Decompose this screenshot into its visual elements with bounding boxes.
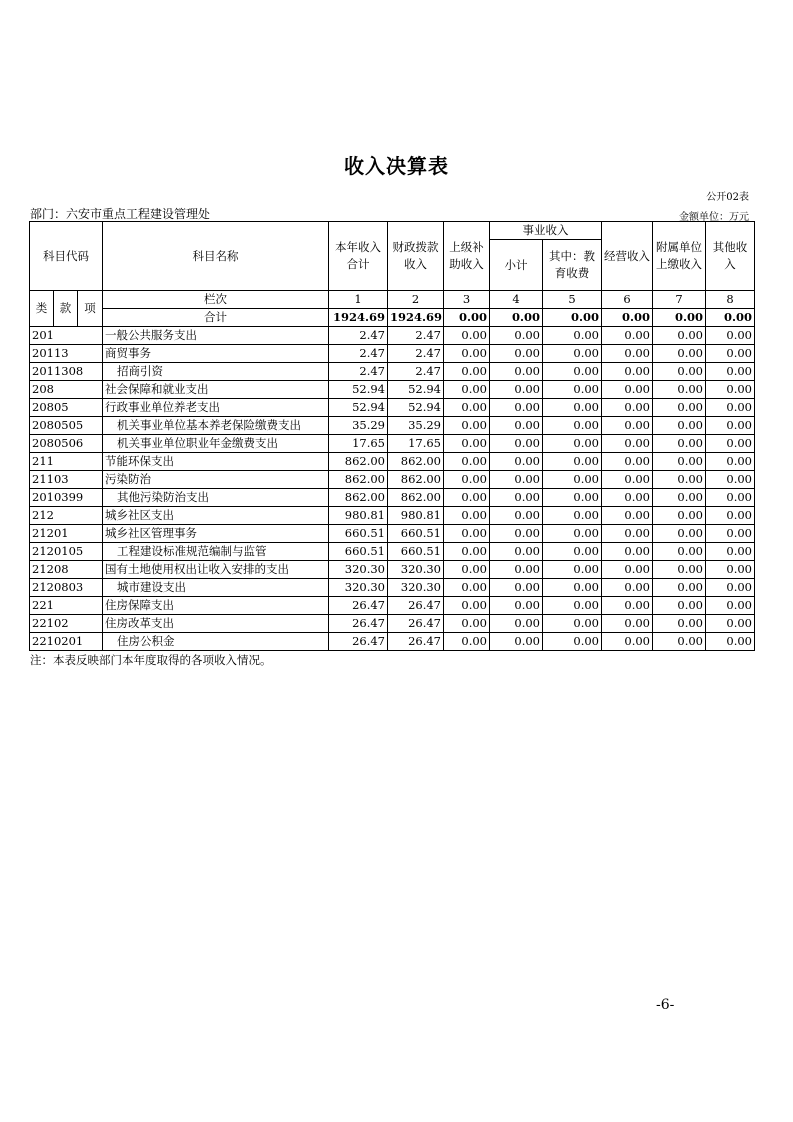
row-value: 862.00 xyxy=(388,453,444,471)
row-value: 0.00 xyxy=(706,399,755,417)
row-value: 0.00 xyxy=(602,435,653,453)
row-value: 2.47 xyxy=(388,363,444,381)
row-value: 0.00 xyxy=(706,363,755,381)
row-value: 26.47 xyxy=(388,615,444,633)
header-other: 其他收入 xyxy=(706,222,755,291)
row-name: 行政事业单位养老支出 xyxy=(103,399,329,417)
row-name: 城乡社区管理事务 xyxy=(103,525,329,543)
table-row xyxy=(30,561,755,579)
total-value: 1924.69 xyxy=(329,309,388,327)
row-value: 0.00 xyxy=(543,543,602,561)
total-value: 0.00 xyxy=(706,309,755,327)
row-value: 0.00 xyxy=(653,525,706,543)
table-row xyxy=(30,345,755,363)
table-row xyxy=(30,417,755,435)
department-label: 部门：六安市重点工程建设管理处 xyxy=(30,207,211,221)
row-value: 0.00 xyxy=(653,615,706,633)
row-value: 320.30 xyxy=(388,579,444,597)
header-affiliate: 附属单位上缴收入 xyxy=(653,222,706,291)
row-code: 20113 xyxy=(30,345,103,363)
row-code: 2080506 xyxy=(30,435,103,453)
row-value: 0.00 xyxy=(602,381,653,399)
footnote: 注：本表反映部门本年度取得的各项收入情况。 xyxy=(30,653,272,667)
row-value: 0.00 xyxy=(653,399,706,417)
header-operating: 经营收入 xyxy=(602,222,653,291)
row-value: 862.00 xyxy=(329,489,388,507)
row-name: 社会保障和就业支出 xyxy=(103,381,329,399)
row-name: 污染防治 xyxy=(103,471,329,489)
row-value: 0.00 xyxy=(444,507,490,525)
row-value: 0.00 xyxy=(543,561,602,579)
row-name: 国有土地使用权出让收入安排的支出 xyxy=(103,561,329,579)
row-value: 0.00 xyxy=(543,471,602,489)
row-value: 862.00 xyxy=(329,471,388,489)
header-kuan: 款 xyxy=(54,291,78,327)
row-value: 0.00 xyxy=(706,525,755,543)
row-code: 2120803 xyxy=(30,579,103,597)
row-value: 0.00 xyxy=(706,345,755,363)
row-value: 0.00 xyxy=(706,471,755,489)
row-code: 2080505 xyxy=(30,417,103,435)
total-label: 合计 xyxy=(103,309,329,327)
table-row xyxy=(30,525,755,543)
row-value: 2.47 xyxy=(388,345,444,363)
row-value: 0.00 xyxy=(543,597,602,615)
row-value: 0.00 xyxy=(653,579,706,597)
row-code: 21201 xyxy=(30,525,103,543)
row-value: 0.00 xyxy=(444,327,490,345)
row-value: 0.00 xyxy=(602,543,653,561)
header-total: 本年收入合计 xyxy=(329,222,388,291)
row-value: 0.00 xyxy=(490,633,543,651)
row-value: 0.00 xyxy=(444,561,490,579)
row-value: 0.00 xyxy=(490,615,543,633)
row-name: 其他污染防治支出 xyxy=(103,489,329,507)
row-value: 0.00 xyxy=(444,633,490,651)
row-value: 0.00 xyxy=(444,381,490,399)
row-value: 0.00 xyxy=(543,507,602,525)
table-row xyxy=(30,579,755,597)
row-value: 0.00 xyxy=(602,453,653,471)
row-value: 980.81 xyxy=(388,507,444,525)
row-code: 208 xyxy=(30,381,103,399)
row-value: 320.30 xyxy=(388,561,444,579)
row-value: 35.29 xyxy=(329,417,388,435)
row-value: 0.00 xyxy=(444,525,490,543)
row-code: 2120105 xyxy=(30,543,103,561)
row-value: 0.00 xyxy=(444,615,490,633)
row-value: 0.00 xyxy=(653,453,706,471)
row-code: 2210201 xyxy=(30,633,103,651)
row-value: 0.00 xyxy=(602,579,653,597)
row-value: 0.00 xyxy=(602,363,653,381)
row-value: 0.00 xyxy=(444,363,490,381)
col-num: 1 xyxy=(329,291,388,309)
row-value: 0.00 xyxy=(602,345,653,363)
row-value: 0.00 xyxy=(706,453,755,471)
row-code: 211 xyxy=(30,453,103,471)
total-value: 0.00 xyxy=(543,309,602,327)
row-value: 0.00 xyxy=(543,525,602,543)
row-value: 52.94 xyxy=(329,399,388,417)
row-value: 0.00 xyxy=(444,579,490,597)
row-code: 21103 xyxy=(30,471,103,489)
row-value: 2.47 xyxy=(388,327,444,345)
row-value: 0.00 xyxy=(653,417,706,435)
row-value: 862.00 xyxy=(329,453,388,471)
header-name: 科目名称 xyxy=(103,222,329,291)
row-value: 0.00 xyxy=(706,543,755,561)
header-edu: 其中：教育收费 xyxy=(543,240,602,291)
income-table xyxy=(29,221,755,651)
row-value: 2.47 xyxy=(329,363,388,381)
row-value: 320.30 xyxy=(329,561,388,579)
row-value: 0.00 xyxy=(490,435,543,453)
row-name: 住房改革支出 xyxy=(103,615,329,633)
row-value: 0.00 xyxy=(543,435,602,453)
col-num: 7 xyxy=(653,291,706,309)
row-value: 0.00 xyxy=(706,381,755,399)
row-code: 21208 xyxy=(30,561,103,579)
row-value: 0.00 xyxy=(444,543,490,561)
row-value: 0.00 xyxy=(653,345,706,363)
row-value: 0.00 xyxy=(490,453,543,471)
row-value: 0.00 xyxy=(706,633,755,651)
row-name: 节能环保支出 xyxy=(103,453,329,471)
row-name: 商贸事务 xyxy=(103,345,329,363)
row-value: 0.00 xyxy=(602,417,653,435)
table-body xyxy=(30,327,755,651)
row-value: 0.00 xyxy=(653,543,706,561)
row-value: 0.00 xyxy=(653,363,706,381)
row-value: 0.00 xyxy=(444,453,490,471)
row-value: 660.51 xyxy=(388,543,444,561)
table-row xyxy=(30,615,755,633)
header-superior: 上级补助收入 xyxy=(444,222,490,291)
row-name: 机关事业单位职业年金缴费支出 xyxy=(103,435,329,453)
table-row xyxy=(30,543,755,561)
row-value: 0.00 xyxy=(602,561,653,579)
row-value: 862.00 xyxy=(388,489,444,507)
row-value: 0.00 xyxy=(490,543,543,561)
row-value: 862.00 xyxy=(388,471,444,489)
row-value: 0.00 xyxy=(490,399,543,417)
header-lei: 类 xyxy=(30,291,54,327)
row-value: 0.00 xyxy=(490,597,543,615)
row-name: 城市建设支出 xyxy=(103,579,329,597)
total-row xyxy=(30,309,755,327)
header-subtotal: 小计 xyxy=(490,240,543,291)
row-value: 0.00 xyxy=(653,507,706,525)
row-value: 0.00 xyxy=(602,471,653,489)
row-value: 0.00 xyxy=(490,363,543,381)
row-value: 26.47 xyxy=(329,633,388,651)
row-value: 0.00 xyxy=(490,471,543,489)
row-value: 0.00 xyxy=(602,597,653,615)
unit-label: 金额单位：万元 xyxy=(679,212,749,223)
header-fiscal: 财政拨款收入 xyxy=(388,222,444,291)
row-code: 212 xyxy=(30,507,103,525)
row-code: 221 xyxy=(30,597,103,615)
row-value: 0.00 xyxy=(706,561,755,579)
row-value: 0.00 xyxy=(706,597,755,615)
page-title: 收入决算表 xyxy=(344,154,449,178)
row-value: 0.00 xyxy=(543,399,602,417)
row-value: 0.00 xyxy=(543,417,602,435)
table-row xyxy=(30,633,755,651)
col-num: 3 xyxy=(444,291,490,309)
table-row xyxy=(30,363,755,381)
row-value: 0.00 xyxy=(444,417,490,435)
row-value: 0.00 xyxy=(543,579,602,597)
row-value: 0.00 xyxy=(543,381,602,399)
row-value: 0.00 xyxy=(602,489,653,507)
row-value: 0.00 xyxy=(543,363,602,381)
row-value: 0.00 xyxy=(706,327,755,345)
row-value: 52.94 xyxy=(388,399,444,417)
row-value: 0.00 xyxy=(706,615,755,633)
table-row xyxy=(30,597,755,615)
row-value: 0.00 xyxy=(490,345,543,363)
row-value: 0.00 xyxy=(602,399,653,417)
row-value: 0.00 xyxy=(653,489,706,507)
row-value: 0.00 xyxy=(490,417,543,435)
row-value: 0.00 xyxy=(653,471,706,489)
row-value: 0.00 xyxy=(490,381,543,399)
row-value: 0.00 xyxy=(444,345,490,363)
header-lanci: 栏次 xyxy=(103,291,329,309)
row-value: 0.00 xyxy=(543,453,602,471)
total-value: 0.00 xyxy=(444,309,490,327)
row-code: 20805 xyxy=(30,399,103,417)
row-name: 住房公积金 xyxy=(103,633,329,651)
table-row xyxy=(30,507,755,525)
row-value: 0.00 xyxy=(602,615,653,633)
row-value: 0.00 xyxy=(706,417,755,435)
row-value: 320.30 xyxy=(329,579,388,597)
row-value: 0.00 xyxy=(602,507,653,525)
row-value: 35.29 xyxy=(388,417,444,435)
row-value: 26.47 xyxy=(388,597,444,615)
header-code: 科目代码 xyxy=(30,222,103,291)
col-num: 4 xyxy=(490,291,543,309)
table-header xyxy=(30,222,755,327)
row-value: 0.00 xyxy=(602,633,653,651)
total-value: 0.00 xyxy=(602,309,653,327)
row-value: 0.00 xyxy=(706,435,755,453)
col-num: 8 xyxy=(706,291,755,309)
row-value: 0.00 xyxy=(706,507,755,525)
row-value: 26.47 xyxy=(329,597,388,615)
row-value: 0.00 xyxy=(490,525,543,543)
col-num: 6 xyxy=(602,291,653,309)
table-row xyxy=(30,327,755,345)
row-value: 17.65 xyxy=(388,435,444,453)
header-xiang: 项 xyxy=(78,291,103,327)
row-value: 0.00 xyxy=(653,435,706,453)
row-value: 26.47 xyxy=(388,633,444,651)
row-value: 660.51 xyxy=(388,525,444,543)
row-value: 0.00 xyxy=(543,633,602,651)
row-name: 招商引资 xyxy=(103,363,329,381)
row-value: 660.51 xyxy=(329,543,388,561)
table-row xyxy=(30,471,755,489)
page-number: -6- xyxy=(656,997,675,1013)
row-value: 980.81 xyxy=(329,507,388,525)
row-value: 17.65 xyxy=(329,435,388,453)
row-value: 2.47 xyxy=(329,327,388,345)
total-value: 1924.69 xyxy=(388,309,444,327)
table-row xyxy=(30,489,755,507)
row-name: 住房保障支出 xyxy=(103,597,329,615)
header-business: 事业收入 xyxy=(490,222,602,240)
row-name: 工程建设标准规范编制与监管 xyxy=(103,543,329,561)
col-num: 5 xyxy=(543,291,602,309)
row-value: 0.00 xyxy=(653,381,706,399)
row-value: 0.00 xyxy=(543,327,602,345)
row-value: 0.00 xyxy=(543,345,602,363)
row-value: 0.00 xyxy=(490,579,543,597)
row-value: 660.51 xyxy=(329,525,388,543)
table-row xyxy=(30,381,755,399)
row-value: 0.00 xyxy=(602,525,653,543)
row-value: 0.00 xyxy=(653,327,706,345)
row-value: 0.00 xyxy=(490,489,543,507)
row-value: 0.00 xyxy=(444,597,490,615)
total-value: 0.00 xyxy=(490,309,543,327)
row-value: 0.00 xyxy=(543,615,602,633)
row-value: 26.47 xyxy=(329,615,388,633)
row-value: 0.00 xyxy=(444,435,490,453)
row-value: 52.94 xyxy=(388,381,444,399)
row-code: 201 xyxy=(30,327,103,345)
table-row xyxy=(30,435,755,453)
row-value: 0.00 xyxy=(490,561,543,579)
col-num: 2 xyxy=(388,291,444,309)
total-value: 0.00 xyxy=(653,309,706,327)
row-value: 52.94 xyxy=(329,381,388,399)
row-value: 2.47 xyxy=(329,345,388,363)
row-value: 0.00 xyxy=(444,399,490,417)
row-code: 22102 xyxy=(30,615,103,633)
row-value: 0.00 xyxy=(706,489,755,507)
table-row xyxy=(30,399,755,417)
row-code: 2011308 xyxy=(30,363,103,381)
row-code: 2010399 xyxy=(30,489,103,507)
row-value: 0.00 xyxy=(653,633,706,651)
row-name: 一般公共服务支出 xyxy=(103,327,329,345)
row-name: 机关事业单位基本养老保险缴费支出 xyxy=(103,417,329,435)
row-value: 0.00 xyxy=(444,471,490,489)
row-value: 0.00 xyxy=(543,489,602,507)
table-row xyxy=(30,453,755,471)
row-value: 0.00 xyxy=(490,507,543,525)
row-value: 0.00 xyxy=(444,489,490,507)
form-number: 公开02表 xyxy=(706,192,749,203)
row-name: 城乡社区支出 xyxy=(103,507,329,525)
row-value: 0.00 xyxy=(706,579,755,597)
row-value: 0.00 xyxy=(490,327,543,345)
row-value: 0.00 xyxy=(653,597,706,615)
row-value: 0.00 xyxy=(602,327,653,345)
row-value: 0.00 xyxy=(653,561,706,579)
